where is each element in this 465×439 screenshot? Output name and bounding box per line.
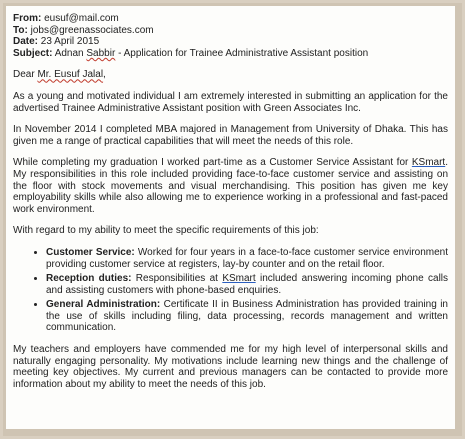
paragraph-education: In November 2014 I completed MBA majored in Management from University of Dhaka. This has given me a range of practical capabilities that will meet the needs of this role. bbox=[13, 124, 448, 147]
to-line bbox=[13, 25, 448, 37]
salutation-name: Mr. Eusuf Jalal bbox=[37, 69, 104, 81]
paragraph-experience bbox=[13, 157, 448, 215]
company-name: KSmart bbox=[411, 157, 446, 169]
bullet-lead: General Administration: bbox=[46, 299, 161, 311]
salutation-prefix: Dear bbox=[13, 69, 38, 81]
bullet-lead: Customer Service: bbox=[46, 246, 135, 258]
subject-line bbox=[13, 48, 448, 60]
subject-prefix: Adnan bbox=[54, 47, 87, 59]
bullet-text-before: Responsibilities at bbox=[131, 273, 223, 285]
bullet-text: Worked for four years in a face-to-face customer service environment providing customer service at registers, lay-by counter and on the retail floor. bbox=[46, 246, 448, 270]
list-item-customer-service bbox=[46, 247, 448, 270]
bullet-lead: Reception duties: bbox=[46, 273, 132, 285]
letter-page bbox=[6, 6, 455, 429]
bullet-text: Certificate II in Business Administration has provided training in the use of skills including filing, data processing, records management and written communication. bbox=[46, 299, 448, 334]
from-label: From: bbox=[13, 13, 42, 24]
from-email[interactable]: eusuf@mail.com bbox=[44, 13, 119, 24]
company-name: KSmart bbox=[222, 273, 256, 285]
to-label: To: bbox=[13, 24, 28, 36]
salutation-suffix: , bbox=[103, 69, 106, 81]
paragraph-requirements-intro: With regard to my ability to meet the specific requirements of this job: bbox=[13, 225, 319, 237]
experience-text-before: While completing my graduation I worked part-time as a Customer Service Assistant for bbox=[13, 157, 412, 169]
bullet-text-after: included answering incoming phone calls and assisting customers with phone-based enquiries. bbox=[46, 273, 449, 296]
list-item-reception bbox=[46, 273, 448, 296]
paragraph-intro: As a young and motivated individual I am extremely interested in submitting an application for the advertised Trainee Administrative Assistant position with Green Associates Inc. bbox=[13, 90, 448, 114]
requirements-list bbox=[13, 247, 448, 334]
letter-frame bbox=[3, 3, 462, 436]
list-item-administration bbox=[46, 299, 448, 334]
date-line bbox=[13, 36, 448, 48]
subject-label: Subject: bbox=[13, 47, 53, 59]
subject-name: Sabbir bbox=[86, 47, 116, 59]
paragraph-closing: My teachers and employers have commended me for my high level of interpersonal skills and naturally engaging personality. My motivations include learning new things and the challenge of meeting key objectives. My current and previous managers can be contacted to provide more information about my ability to meet the needs of this job. bbox=[13, 344, 448, 390]
date-value: 23 April 2015 bbox=[40, 36, 100, 48]
date-label: Date: bbox=[13, 36, 39, 48]
experience-text-after: . My responsibilities in this role included providing face-to-face customer service and assisting on the floor with stock movements and visual merchandising. This position has given me key employability skills while also allowing me to experience working in a professional and fast-paced work environment. bbox=[13, 157, 448, 215]
subject-rest: - Application for Trainee Administrative Assistant position bbox=[115, 47, 369, 59]
to-email[interactable]: jobs@greenassociates.com bbox=[30, 24, 154, 36]
from-line bbox=[13, 13, 448, 25]
salutation bbox=[13, 69, 448, 81]
